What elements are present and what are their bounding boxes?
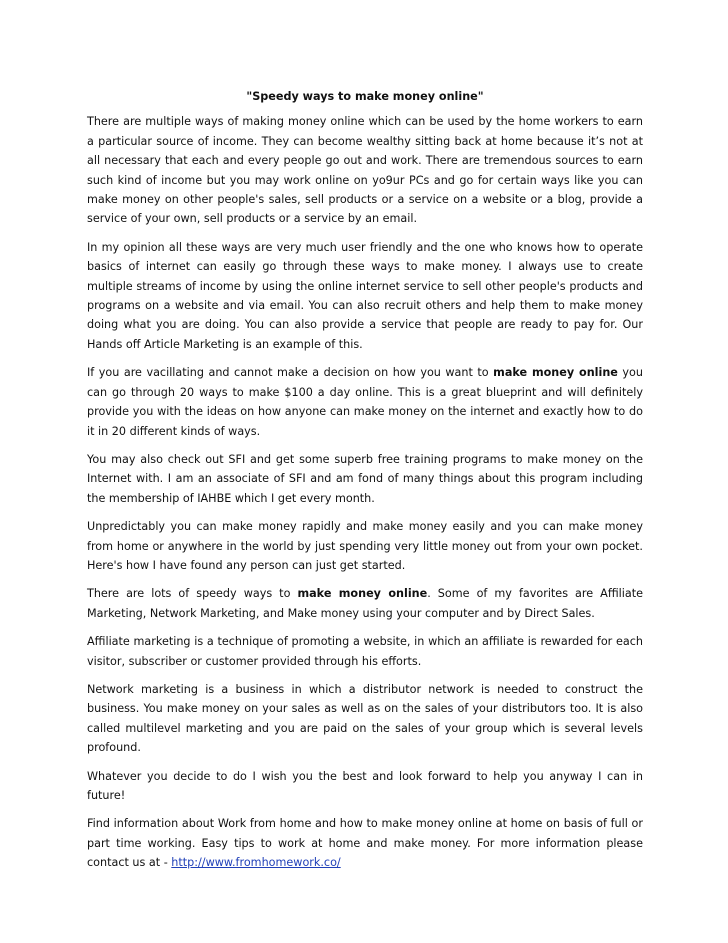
paragraph-3-text-end: you can go through 20 ways to make $100 a day online. This is a great blueprint and will definitely provide you with the ideas on how anyone can make money on the internet and exactly how to do it in 20 different kinds of ways. [87, 366, 643, 438]
paragraph-10-text: Find information about Work from home and how to make money online at home on basis of full or part time working. Easy tips to work at home and make money. For more information please contact us at - [87, 817, 643, 870]
paragraph-5: Unpredictably you can make money rapidly and make money easily and you can make money from home or anywhere in the world by just spending very little money out from your own pocket. Here's how I have found any person can just get started. [87, 520, 643, 572]
paragraph-3-text-start: If you are vacillating and cannot make a decision on how you want to [87, 366, 494, 380]
paragraph-10 [87, 814, 643, 872]
paragraph-4: You may also check out SFI and get some superb free training programs to make money on the Internet with. I am an associate of SFI and am fond of many things about this program including the membership of IAHBE which I get every month. [87, 452, 643, 505]
document-page [87, 87, 643, 882]
paragraph-6-text-start: There are lots of speedy ways to [87, 587, 298, 601]
paragraph-8: Network marketing is a business in which a distributor network is needed to construct the business. You make money on your sales as well as on the sales of your distributors too. It is also called multilevel marketing and you are paid on the sales of your group which is several levels profound. [87, 682, 643, 755]
paragraph-6-text-end: . Some of my favorites are Affiliate Marketing, Network Marketing, and Make money using your computer and by Direct Sales. [87, 587, 643, 620]
paragraph-2: In my opinion all these ways are very much user friendly and the one who knows how to operate basics of internet can easily go through these ways to make money. I always use to create multiple streams of income by using the online internet service to sell other people's products and programs on a website and via email. You can also recruit others and help them to make money doing what you are doing. You can also provide a service that people are ready to pay for. Our Hands off Article Marketing is an example of this. [87, 240, 643, 351]
paragraph-1: There are multiple ways of making money online which can be used by the home workers to earn a particular source of income. They can become wealthy sitting back at home because it’s not at all necessary that each and every people go out and work. There are tremendous sources to earn such kind of income but you may work online on yo9ur PCs and go for certain ways like you can make money on other people's sales, sell products or a service on a website or a blog, provide a service of your own, sell products or a service by an email. [87, 115, 643, 226]
paragraph-6-bold-keyword: make money online [297, 587, 428, 601]
paragraph-3-bold-keyword: make money online [493, 366, 618, 380]
paragraph-6 [87, 584, 643, 623]
paragraph-3 [87, 363, 643, 441]
paragraph-9: Whatever you decide to do I wish you the best and look forward to help you anyway I can in future! [87, 769, 643, 802]
website-link[interactable]: http://www.fromhomework.co/ [171, 856, 341, 870]
document-title: "Speedy ways to make money online" [246, 90, 484, 103]
paragraph-7: Affiliate marketing is a technique of promoting a website, in which an affiliate is rewarded for each visitor, subscriber or customer provided through his efforts. [87, 635, 643, 668]
